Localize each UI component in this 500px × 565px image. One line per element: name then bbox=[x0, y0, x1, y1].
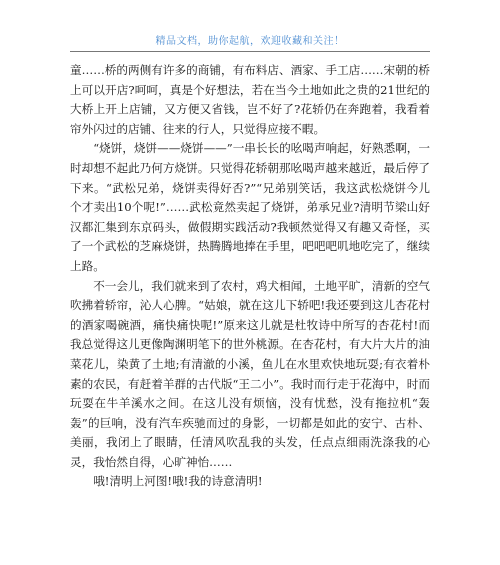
paragraph-1: 童……桥的两侧有许多的商铺，有布料店、酒家、手工店……宋朝的桥上可以开店?呵呵，真是个好想法，若在当今土地如此之贵的21世纪的大桥上开上店铺，又方便又省钱，岂不好了?花轿仍在奔跑着，我看着帘外闪过的店铺、往来的行人，只觉得应接不暇。 bbox=[70, 63, 430, 136]
document-body bbox=[70, 61, 430, 492]
paragraph-4: 哦!清明上河图!哦!我的诗意清明! bbox=[93, 474, 263, 489]
paragraph-2: “烧饼，烧饼——烧饼——”一串长长的吆喝声响起，好熟悉啊，一时却想不起此乃何方烧饼。只觉得花轿朝那吆喝声越来越近，最后停了下来。“武松兄弟，烧饼卖得好否?”“兄弟别笑话，我这武松烧饼今儿个才卖出10个呢!”……武松竟然卖起了烧饼，弟承兄业?清明节梁山好汉都汇集到东京码头，做假期实践活动?我顿然觉得又有趣又奇怪，买了一个武松的芝麻烧饼，热腾腾地捧在手里，吧吧吧叽地吃完了，继续上路。 bbox=[70, 141, 430, 273]
paragraph-3: 不一会儿，我们就来到了农村，鸡犬相闻，土地平旷，清新的空气吹拂着轿帘，沁人心脾。“姑娘，就在这儿下轿吧!我还要到这儿杏花村的酒家喝碗酒，痛快痛快呢!”原来这儿就是杜牧诗中所写的杏花村!而我总觉得这儿更像陶渊明笔下的世外桃源。在杏花村，有大片大片的油菜花儿，染黄了土地;有清澈的小溪，鱼儿在水里欢快地玩耍;有衣着朴素的农民，有赶着羊群的古代版“王二小”。我时而行走于花海中，时而玩耍在牛羊溪水之间。在这儿没有烦恼，没有忧愁，没有拖拉机“轰轰”的巨响，没有汽车疾驰而过的身影，一切都是如此的安宁、古朴、美丽，我闭上了眼睛，任清风吹乱我的头发，任点点细雨洗涤我的心灵，我怡然自得，心旷神怡…… bbox=[70, 278, 430, 469]
header-divider bbox=[70, 51, 430, 52]
page-header: 精品文档，助你起航，欢迎收藏和关注！ bbox=[155, 36, 345, 47]
